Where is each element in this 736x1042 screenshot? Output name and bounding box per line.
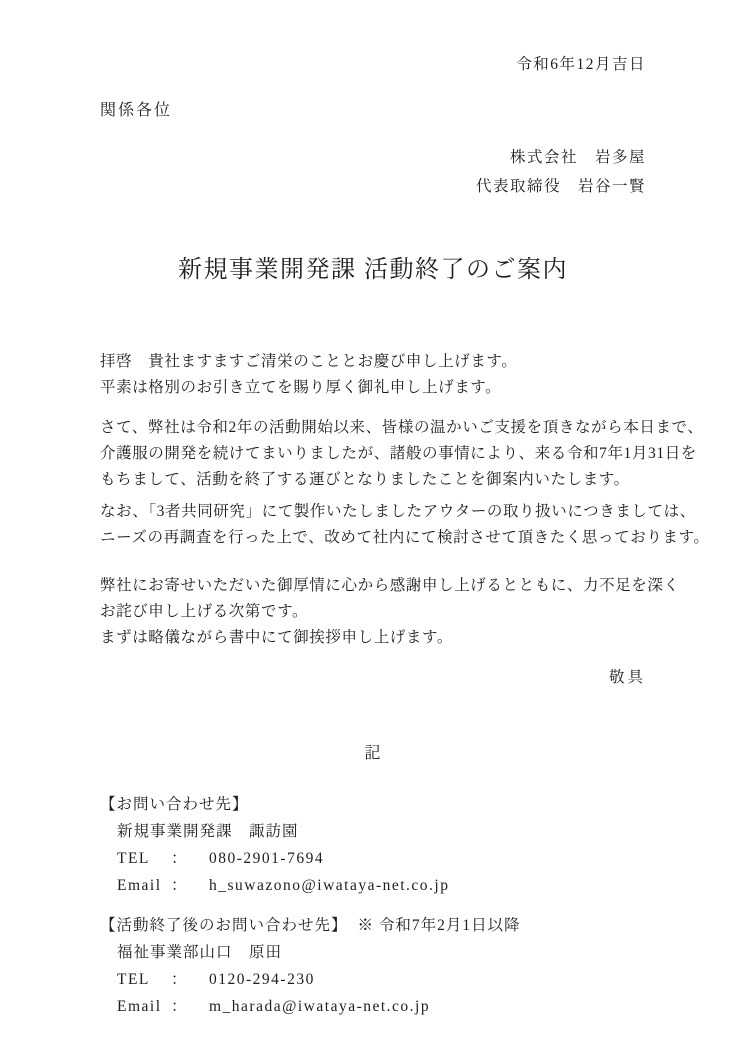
sender-company: 株式会社 岩多屋 — [509, 149, 646, 166]
paragraph-announcement — [100, 415, 704, 493]
body-line: まずは略儀ながら書中にて御挨拶申し上げます。 — [100, 629, 453, 646]
contact-email-line — [100, 872, 646, 899]
contact-section-after-closure — [100, 912, 646, 1020]
body-line: 拝啓 貴社ますますご清栄のこととお慶び申し上げます。 — [100, 353, 518, 370]
contact-heading — [100, 912, 646, 939]
closing-keigu: 敬具 — [608, 669, 646, 686]
email-value: m_harada@iwataya-net.co.jp — [209, 998, 431, 1015]
sender-block — [100, 143, 646, 201]
tel-colon: ： — [171, 971, 188, 988]
letter-title: 新規事業開発課 活動終了のご案内 — [178, 257, 568, 283]
body-line: なお、「3者共同研究」にて製作いたしましたアウターの取り扱いにつきましては、 — [100, 503, 696, 520]
paragraph-gratitude — [100, 573, 680, 651]
sender-representative: 代表取締役 岩谷一賢 — [475, 178, 646, 195]
record-marker-ki: 記 — [364, 745, 382, 762]
tel-colon: ： — [171, 850, 188, 867]
body-line: お詫び申し上げる次第です。 — [100, 603, 309, 620]
body-line: もちまして、活動を終了する運びとなりましたことを御案内いたします。 — [100, 471, 630, 488]
paragraph-greeting — [100, 349, 646, 401]
contact-heading-note: ※ 令和7年2月1日以降 — [357, 917, 521, 934]
letter-body — [100, 349, 710, 651]
recipient: 関係各位 — [100, 102, 173, 119]
contact-tel-line — [100, 845, 646, 872]
email-value: h_suwazono@iwataya-net.co.jp — [209, 877, 450, 894]
contact-section-primary — [100, 791, 646, 899]
contact-heading-text: 【活動終了後のお問い合わせ先】 — [100, 917, 348, 934]
email-label: Email — [117, 877, 162, 894]
paragraph-research-note — [100, 499, 710, 551]
body-line: さて、弊社は令和2年の活動開始以来、皆様の温かいご支援を頂きながら本日まで、 — [100, 419, 704, 436]
contact-heading-text: 【お問い合わせ先】 — [100, 796, 249, 813]
contact-tel-line — [100, 966, 646, 993]
body-line: ニーズの再調査を行った上で、改めて社内にて検討させて頂きたく思っております。 — [100, 529, 710, 546]
contact-person: 新規事業開発課 諏訪園 — [117, 823, 299, 840]
tel-label: TEL — [117, 971, 150, 988]
letter-date: 令和6年12月吉日 — [516, 56, 646, 73]
body-line: 弊社にお寄せいただいた御厚情に心から感謝申し上げるとともに、力不足を深く — [100, 577, 680, 594]
contact-person: 福祉事業部山口 原田 — [117, 944, 283, 961]
email-colon: ： — [171, 998, 188, 1015]
tel-label: TEL — [117, 850, 150, 867]
body-line: 平素は格別のお引き立てを賜り厚く御礼申し上げます。 — [100, 379, 502, 396]
tel-value: 080-2901-7694 — [209, 850, 325, 867]
contact-email-line — [100, 993, 646, 1020]
contact-heading — [100, 791, 646, 818]
email-colon: ： — [171, 877, 188, 894]
body-line: 介護服の開発を続けてまいりましたが、諸般の事情により、来る令和7年1月31日を — [100, 445, 697, 462]
tel-value: 0120-294-230 — [209, 971, 315, 988]
email-label: Email — [117, 998, 162, 1015]
